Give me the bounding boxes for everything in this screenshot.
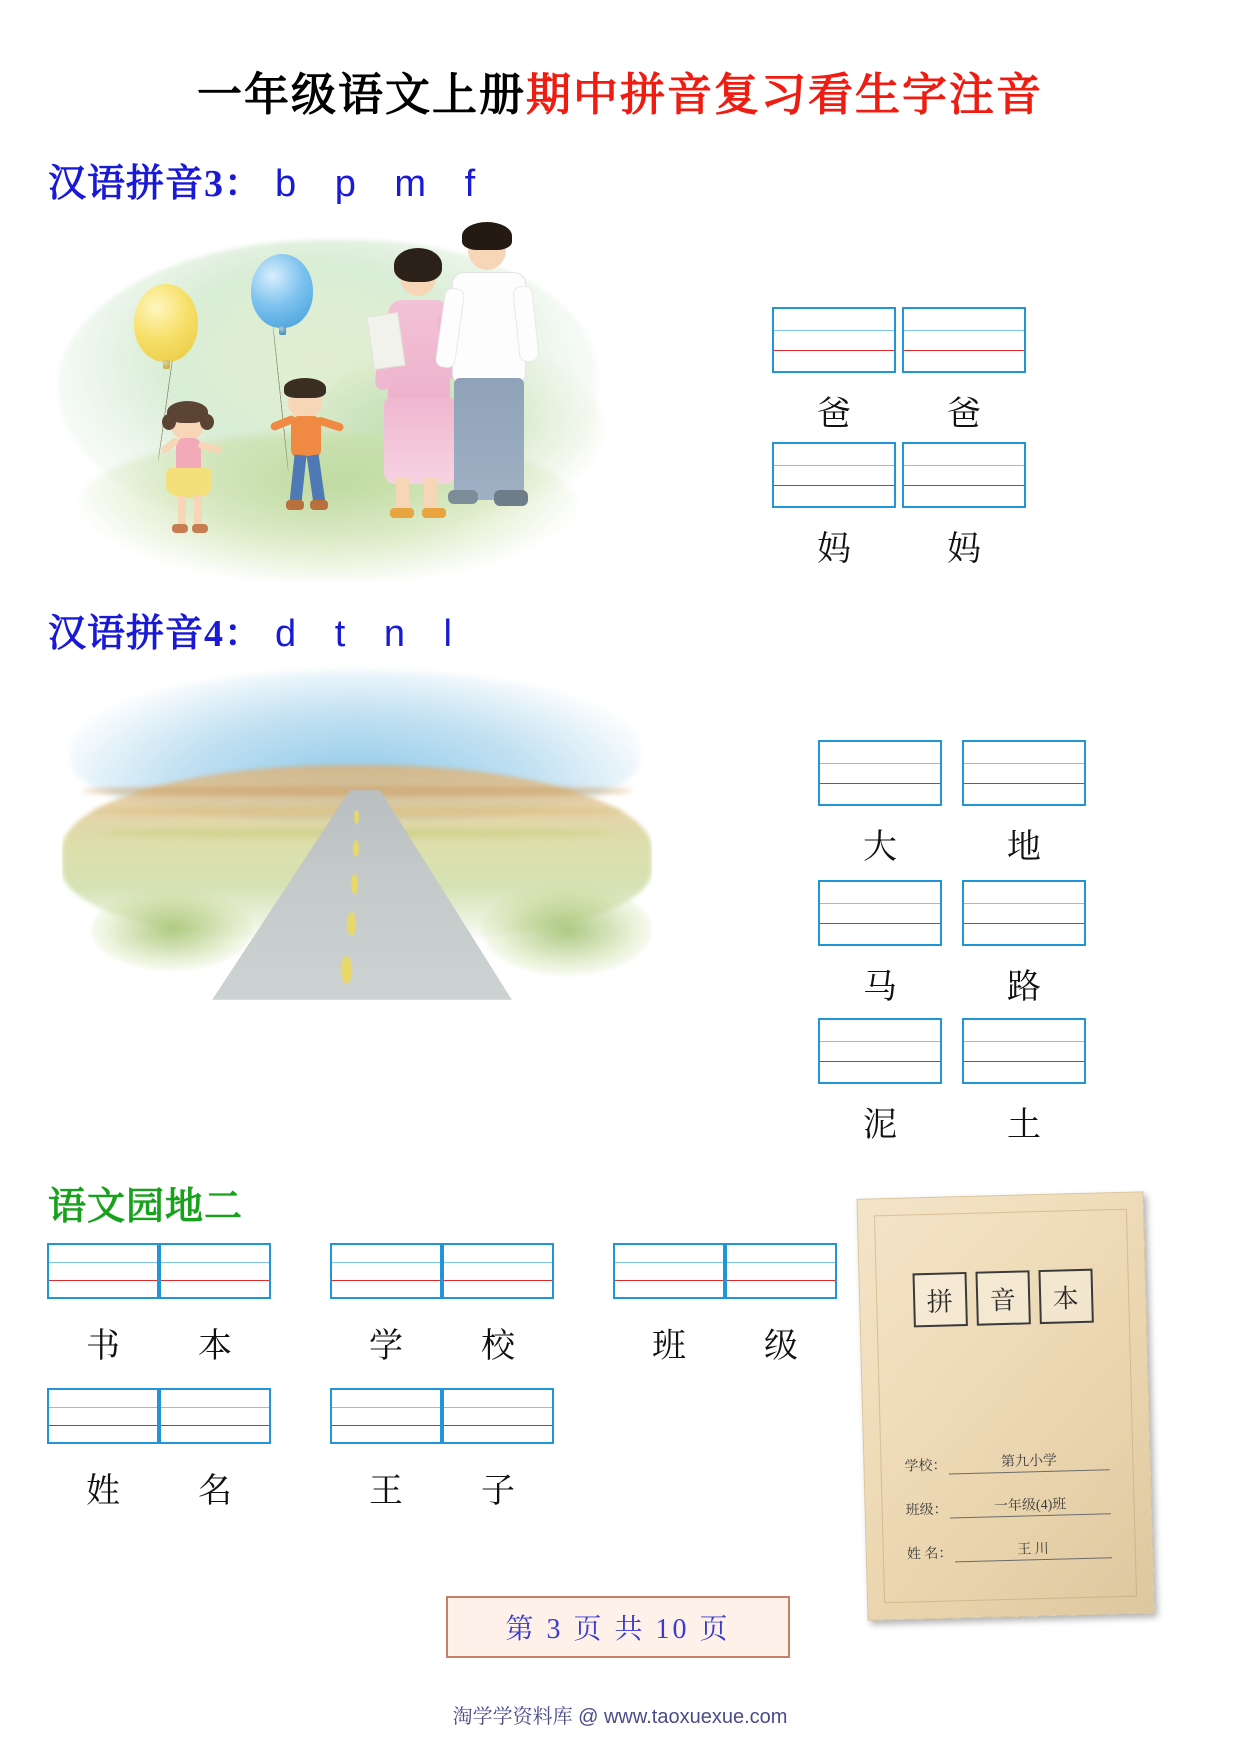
hanzi-label: 子 [481,1473,515,1510]
hanzi-label: 大 [863,829,897,866]
notebook-title-char: 拼 [912,1272,967,1327]
girl-hair-right [200,414,214,430]
hanzi-label: 姓 [86,1473,120,1510]
roadside-grass-left [92,890,252,970]
hanzi-label: 王 [369,1473,403,1510]
section-heading-1-letters: b p m f [275,163,490,205]
notebook-field-value: 一年级(4)班 [949,1492,1111,1518]
mother-dress-skirt [384,398,456,484]
page-title-red: 期中拼音复习看生字注音 [526,70,1044,120]
hanzi-label: 本 [198,1328,232,1365]
pinyin-box[interactable] [772,307,896,373]
pinyin-box[interactable] [442,1243,554,1299]
pinyin-box[interactable] [47,1388,159,1444]
pinyin-notebook-image [857,1191,1155,1620]
pinyin-box[interactable] [159,1243,271,1299]
pinyin-box[interactable] [47,1243,159,1299]
hanzi-label: 名 [198,1473,232,1510]
father-hair [462,222,512,250]
section-heading-3-text: 语文园地二 [48,1186,244,1228]
pinyin-box[interactable] [818,740,942,806]
page-title [0,58,1240,123]
notebook-field-class [905,1492,1111,1519]
notebook-field-school [904,1448,1110,1475]
balloon-yellow [134,284,198,362]
notebook-fields [904,1448,1112,1585]
road-dash [341,956,352,984]
hanzi-label: 学 [369,1328,403,1365]
notebook-title-boxes [912,1269,1093,1328]
father-shoe-left [448,490,478,504]
boy-shoe-right [310,500,328,510]
section-heading-2 [48,602,466,657]
hanzi-label: 爸 [947,396,981,433]
notebook-field-label: 学校： [904,1458,947,1475]
illustration-family-balloons [48,222,608,582]
pinyin-box[interactable] [902,442,1026,508]
pinyin-box[interactable] [902,307,1026,373]
road-dash [353,840,359,857]
pinyin-box[interactable] [159,1388,271,1444]
notebook-field-label: 班级： [905,1502,948,1519]
pinyin-box[interactable] [818,880,942,946]
page-number-badge: 第 3 页 共 10 页 [446,1596,790,1658]
mother-shoe-left [390,508,414,518]
hanzi-label: 妈 [817,531,851,568]
hanzi-label: 泥 [863,1107,897,1144]
pinyin-box[interactable] [330,1243,442,1299]
road-dash [351,874,358,894]
roadside-grass-right [482,885,652,975]
girl-shoe-right [192,524,208,533]
hanzi-label: 妈 [947,531,981,568]
notebook-field-name [907,1536,1113,1563]
girl-skirt [166,468,212,498]
boy-shoe-left [286,500,304,510]
illustration-country-road [62,660,652,1000]
hanzi-label: 路 [1007,969,1041,1006]
notebook-field-value: 王 川 [954,1536,1112,1562]
hanzi-label: 土 [1007,1107,1041,1144]
hanzi-label: 地 [1007,829,1041,866]
page-title-black: 一年级语文上册 [196,70,526,120]
mother-leg-right [424,478,437,512]
girl-hair-left [162,414,176,430]
pinyin-box[interactable] [962,880,1086,946]
hanzi-label: 班 [652,1328,686,1365]
notebook-field-value: 第九小学 [948,1448,1110,1474]
pinyin-box[interactable] [725,1243,837,1299]
girl-shoe-left [172,524,188,533]
pinyin-box[interactable] [330,1388,442,1444]
father-shoe-right [494,490,528,506]
section-heading-1-text: 汉语拼音3： [48,163,264,205]
pinyin-box[interactable] [962,1018,1086,1084]
hanzi-label: 爸 [817,396,851,433]
hanzi-label: 书 [86,1328,120,1365]
road-dash [347,912,356,936]
balloon-blue [251,254,313,328]
pinyin-box[interactable] [818,1018,942,1084]
boy-hair [284,378,326,398]
watermark-text: 淘学学资料库 @ www.taoxuexue.com [452,1706,788,1728]
notebook-title-char: 本 [1038,1269,1093,1324]
hanzi-label: 马 [863,969,897,1006]
road-dash [354,810,359,824]
section-heading-2-letters: d t n l [275,613,466,655]
section-heading-3 [48,1175,243,1230]
notebook-field-label: 姓 名： [906,1546,953,1563]
mother-shoe-right [422,508,446,518]
pinyin-box[interactable] [772,442,896,508]
father-trousers [454,378,524,500]
section-heading-2-text: 汉语拼音4： [48,613,264,655]
pinyin-box[interactable] [613,1243,725,1299]
hanzi-label: 校 [481,1328,515,1365]
section-heading-1 [48,152,489,207]
hanzi-label: 级 [764,1328,798,1365]
mother-hair [394,248,442,282]
notebook-title-char: 音 [975,1270,1030,1325]
pinyin-box[interactable] [442,1388,554,1444]
girl-top [176,438,201,472]
pinyin-box[interactable] [962,740,1086,806]
mother-leg-left [396,478,409,512]
